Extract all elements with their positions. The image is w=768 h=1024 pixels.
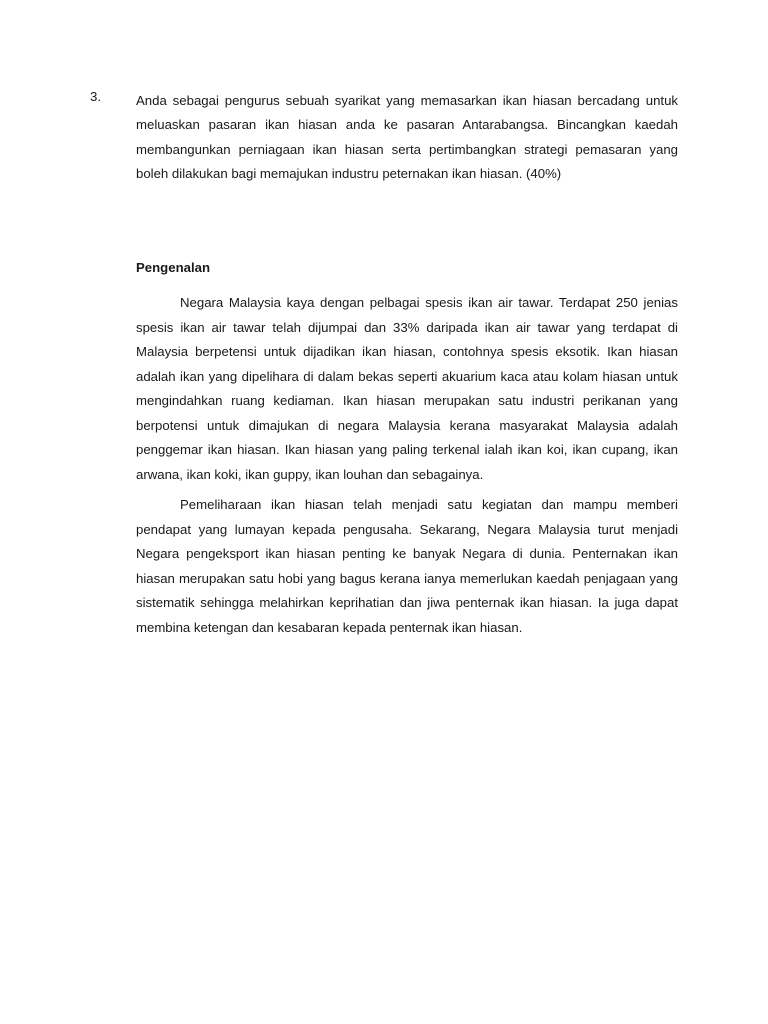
- section-body: [136, 291, 678, 640]
- paragraph-1: Negara Malaysia kaya dengan pelbagai spesis ikan air tawar. Terdapat 250 jenias spesis ikan air tawar telah dijumpai dan 33% daripada ikan air tawar yang terdapat di Malaysia berpetensi untuk dijadikan ikan hiasan, contohnya spesis eksotik. Ikan hiasan adalah ikan yang dipelihara di dalam bekas seperti akuarium kaca atau kolam hiasan untuk mengindahkan ruang kediaman. Ikan hiasan merupakan satu industri perikanan yang berpotensi untuk dimajukan di negara Malaysia kerana masyarakat Malaysia adalah penggemar ikan hiasan. Ikan hiasan yang paling terkenal ialah ikan koi, ikan cupang, ikan arwana, ikan koki, ikan guppy, ikan louhan dan sebagainya.: [136, 295, 678, 482]
- paragraph-2: Pemeliharaan ikan hiasan telah menjadi satu kegiatan dan mampu memberi pendapat yang lumayan kepada pengusaha. Sekarang, Negara Malaysia turut menjadi Negara pengeksport ikan hiasan penting ke banyak Negara di dunia. Penternakan ikan hiasan merupakan satu hobi yang bagus kerana ianya memerlukan kaedah penjagaan yang sistematik sehingga melahirkan keprihatian dan jiwa penternak ikan hiasan. Ia juga dapat membina ketengan dan kesabaran kepada penternak ikan hiasan.: [136, 497, 678, 635]
- question-block: [90, 89, 678, 187]
- question-number: 3.: [90, 89, 101, 104]
- section-heading: Pengenalan: [136, 260, 211, 275]
- question-text: Anda sebagai pengurus sebuah syarikat yang memasarkan ikan hiasan bercadang untuk meluaskan pasaran ikan hiasan anda ke pasaran Antarabangsa. Bincangkan kaedah membangunkan perniagaan ikan hiasan serta pertimbangkan strategi pemasaran yang boleh dilakukan bagi memajukan industru peternakan ikan hiasan. (40%): [136, 93, 678, 182]
